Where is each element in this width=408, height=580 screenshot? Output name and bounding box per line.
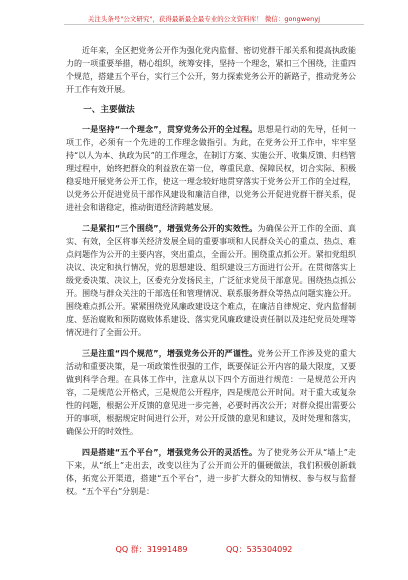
document-body	[66, 44, 356, 500]
paragraph-3	[66, 347, 356, 438]
footer-qq-number: QQ：535304092	[226, 545, 293, 554]
paragraph-3-body: 党务公开工作涉及党的重大活动和重要决策，是一项政策性很强的工作，既要保证公开内容的最大限度，又要做到科学合理。在具体工作中，注意从以下四个方面进行规范：一是规范公开内容，二是规范公开格式，三是规范公开程序，四是规范公开时间。对于重大或复杂性的问题，根据公开反馈的意见进一步完善，必要时再次公开；对群众提出需要公开的事项，根据规定时间进行公开，对公开反馈的意见和建议，及时处理和落实，确保公开的时效性。	[66, 349, 357, 436]
paragraph-2-lead: 二是紧扣“三个围绕”，增强党务公开的实效性。	[82, 224, 258, 233]
paragraph-4-lead: 四是搭建“五个平台”，增强党务公开的灵活性。	[82, 448, 258, 457]
paragraph-2-body: 为确保公开工作的全面、真实、有效，全区将事关经济发展全局的重要事项和人民群众关心的重点、热点、难点问题作为公开的主要内容，突出重点，全面公开。围绕重点抓公开。紧扣党组织决议、决定和执行情况，党的思想建设、组织建设三方面进行公开。在贯彻落实上级党委决策、决议上，区委充分发扬民主，广泛征求党员干部意见。围绕热点抓公开。围绕与群众关注的干部选任和管理情况、联系服务群众等热点问题实施公开。围绕难点抓公开。紧紧围绕党风廉政建设这个难点，在廉洁自律规定、党内监督制度、惩治腐败和预防腐败体系建设、落实党风廉政建设责任制以及违纪党员处理等情况进行了全面公开。	[66, 224, 357, 337]
paragraph-2	[66, 222, 356, 339]
paragraph-4	[66, 446, 356, 498]
paragraph-1	[66, 123, 356, 214]
page-header: 关注头条号"公文研究"，获得最新最全最专业的公文资料库！ 微信：gongwenyj	[87, 15, 321, 23]
paragraph-1-body: 思想是行动的先导，任何一项工作，必须有一个先进的工作理念做指引。为此，在党务公开工作中，牢牢坚持“以人为本、执政为民”的工作理念，在制订方案、实施公开、收集反馈、归档管理过程中，始终把群众的利益放在第一位，尊重民意、保障民权，切合实际、积极稳妥地开展党务公开工作，使这一理念较好地贯穿落实于党务公开工作的全过程，以党务公开促进党员干部作风建设和廉洁自律，以党务公开促进党群干群关系，促进社会和谐稳定，推动街道经济跨越发展。	[66, 125, 357, 212]
page-footer	[0, 544, 408, 555]
paragraph-3-lead: 三是注重“四个规范”，增强党务公开的严谨性。	[82, 349, 258, 358]
header-divider	[64, 24, 364, 25]
paragraph-4-body: 为了使党务公开从“墙上”走下来，从“纸上”走出去，改变以往为了公开而公开的僵硬做法，我们积极创新载体，拓宽公开渠道，搭建“五个平台”，进一步扩大群众的知情权、参与权与监督权。“五个平台”分别是：	[66, 448, 357, 496]
paragraph-1-lead: 一是坚持“一个理念”，贯穿党务公开的全过程。	[82, 125, 258, 134]
intro-paragraph: 近年来，全区把党务公开作为强化党内监督、密切党群干部关系和提高执政能力的一项重要举措，精心组织，统筹安排，坚持一个理念，紧扣三个围绕，注重四个规范，搭建五个平台，实行三个公开，努力探索党务公开的新路子，推动党务公开工作有效开展。	[66, 46, 356, 94]
footer-qq-group: QQ 群：31991489	[115, 545, 188, 554]
section-title: 一、主要做法	[83, 105, 135, 115]
